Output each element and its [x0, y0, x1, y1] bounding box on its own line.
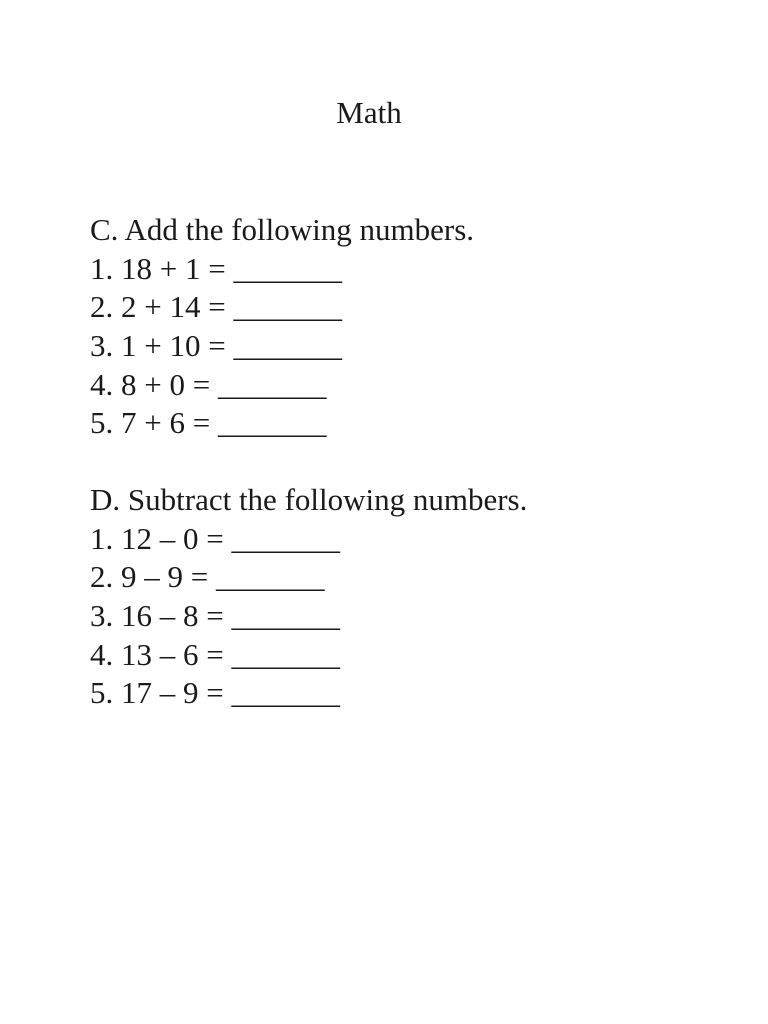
problem-item: 5. 7 + 6 = _______ — [90, 405, 327, 441]
subtraction-section — [90, 481, 730, 713]
problem-item: 2. 2 + 14 = _______ — [90, 289, 342, 325]
problem-item: 4. 8 + 0 = _______ — [90, 366, 327, 402]
problem-item: 3. 1 + 10 = _______ — [90, 328, 342, 364]
problem-item: 5. 17 – 9 = _______ — [90, 675, 340, 711]
addition-section — [90, 211, 730, 443]
section-heading: D. Subtract the following numbers. — [90, 482, 528, 517]
problem-item: 1. 18 + 1 = _______ — [90, 250, 342, 286]
section-heading: C. Add the following numbers. — [90, 212, 475, 247]
problem-item: 3. 16 – 8 = _______ — [90, 598, 340, 634]
problem-item: 4. 13 – 6 = _______ — [90, 636, 340, 672]
problem-item: 2. 9 – 9 = _______ — [90, 559, 325, 595]
page-title: Math — [336, 95, 402, 130]
problem-item: 1. 12 – 0 = _______ — [90, 520, 340, 556]
